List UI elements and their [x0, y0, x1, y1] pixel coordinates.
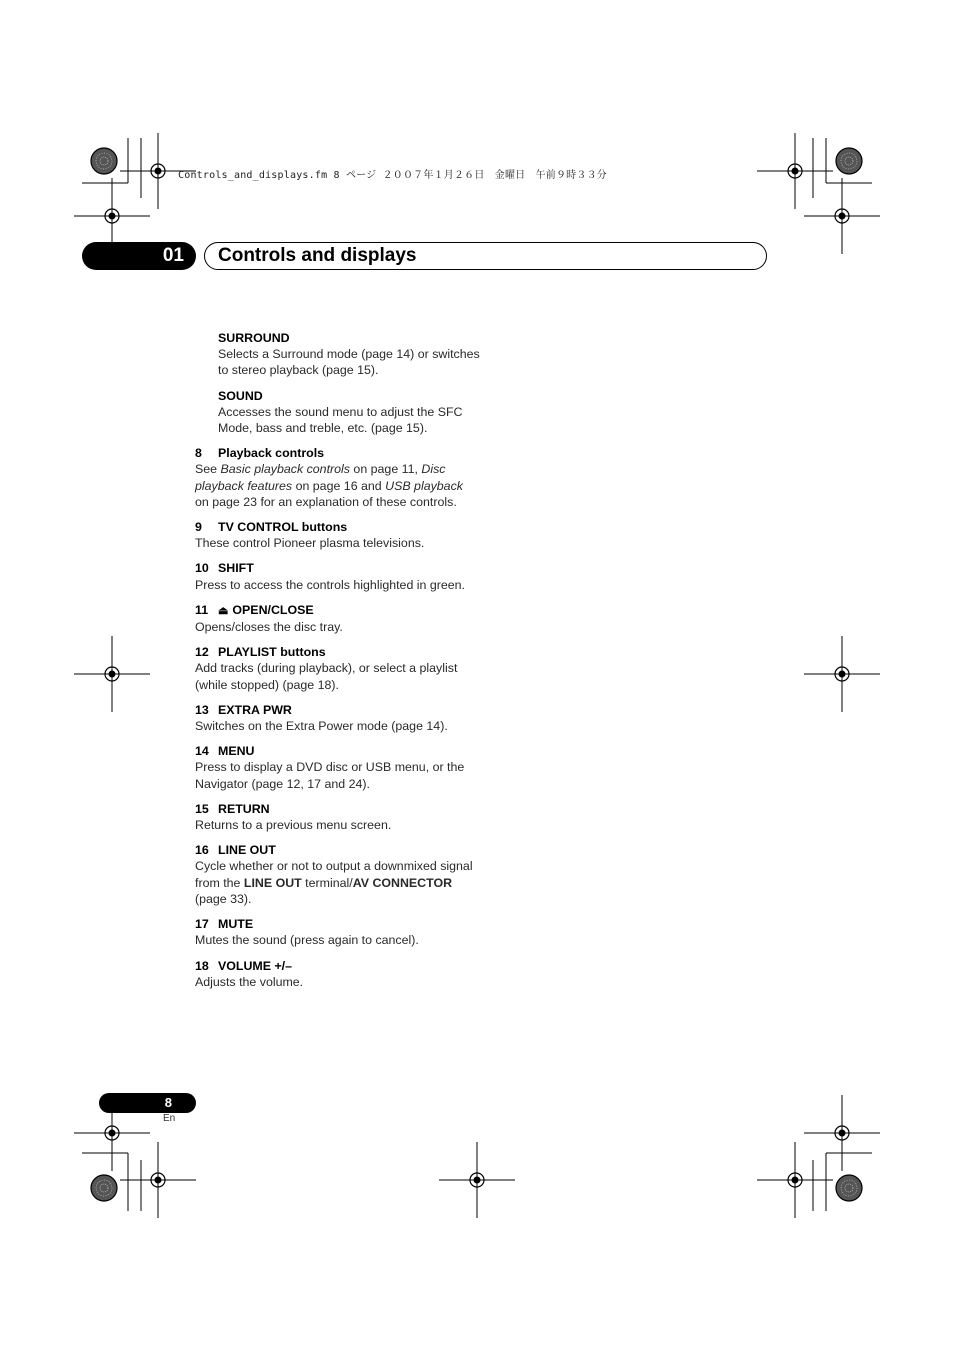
crosshair-icon: [120, 1142, 196, 1218]
item-description: Opens/closes the disc tray.: [195, 620, 343, 635]
item-number: 18: [195, 958, 209, 973]
item-number: 13: [195, 702, 209, 717]
item-number: 12: [195, 645, 209, 660]
controls-list: [195, 330, 480, 999]
list-item: [218, 388, 480, 437]
list-item: [195, 743, 480, 792]
item-description: Switches on the Extra Power mode (page 14).: [195, 719, 448, 734]
list-item: [195, 519, 480, 551]
item-title: EXTRA PWR: [218, 702, 292, 717]
item-number: 8: [195, 446, 202, 461]
terminal-name: AV CONNECTOR: [352, 875, 453, 890]
item-description: Returns to a previous menu screen.: [195, 818, 392, 833]
cross-reference: Disc playback features: [195, 462, 446, 493]
item-description: Selects a Surround mode (page 14) or switches to stereo playback (page 15).: [218, 347, 480, 378]
cross-reference: Basic playback controls: [220, 462, 350, 477]
list-item: [195, 445, 480, 510]
list-item: [195, 916, 480, 948]
item-title: SHIFT: [218, 561, 254, 576]
item-title: MENU: [218, 744, 255, 759]
file-header: Controls_and_displays.fm 8 ページ ２００７年１月２６日 金曜日 午前９時３３分: [178, 170, 607, 181]
terminal-name: LINE OUT: [243, 875, 302, 890]
crosshair-icon: [804, 1095, 880, 1171]
list-item: [195, 842, 480, 907]
registration-burst-icon: [836, 148, 862, 174]
item-description: Cycle whether or not to output a downmixed signal from the LINE OUT terminal/AV CONNECTOR (page 33).: [195, 859, 473, 906]
chapter-number-badge: 01: [82, 242, 196, 270]
item-title: VOLUME +/–: [218, 958, 293, 973]
item-title: PLAYLIST buttons: [218, 645, 326, 660]
crosshair-icon: [804, 178, 880, 254]
list-item: [195, 958, 480, 990]
item-title: Playback controls: [218, 446, 325, 461]
language-label: En: [163, 1113, 176, 1124]
item-description: Mutes the sound (press again to cancel).: [195, 933, 419, 948]
item-number: 14: [195, 744, 209, 759]
item-description: Adjusts the volume.: [195, 974, 304, 989]
registration-burst-icon: [836, 1175, 862, 1201]
registration-burst-icon: [91, 1175, 117, 1201]
chapter-title: Controls and displays: [218, 245, 417, 266]
crosshair-icon: [757, 1142, 833, 1218]
item-title: OPEN/CLOSE: [232, 602, 314, 617]
list-item: [195, 602, 480, 635]
crosshair-icon: [804, 636, 880, 712]
list-item: [195, 801, 480, 833]
item-title: SURROUND: [218, 331, 290, 345]
item-description: Add tracks (during playback), or select a playlist (while stopped) (page 18).: [195, 661, 458, 692]
registration-burst-icon: [91, 148, 117, 174]
eject-icon: ⏏: [218, 604, 229, 617]
item-title: RETURN: [218, 801, 270, 816]
list-item: [195, 644, 480, 693]
item-title: MUTE: [218, 917, 254, 932]
crosshair-icon: [439, 1142, 515, 1218]
list-item: [195, 702, 480, 734]
list-item: [195, 560, 480, 592]
item-title: LINE OUT: [218, 843, 276, 858]
item-description: Press to display a DVD disc or USB menu, or the Navigator (page 12, 17 and 24).: [195, 760, 465, 791]
item-number: 9: [195, 520, 202, 535]
list-item: [218, 330, 480, 379]
item-number: 17: [195, 917, 209, 932]
crosshair-icon: [757, 133, 833, 209]
chapter-title-bar: [204, 242, 767, 270]
item-description: See Basic playback controls on page 11, Disc playback features on page 16 and USB playback on page 23 for an explanation of these controls.: [195, 462, 463, 509]
item-number: 15: [195, 801, 209, 816]
item-number: 16: [195, 843, 209, 858]
item-description: Accesses the sound menu to adjust the SFC Mode, bass and treble, etc. (page 15).: [218, 404, 463, 436]
item-number: 10: [195, 561, 209, 576]
item-number: 11: [195, 602, 209, 617]
item-title: TV CONTROL buttons: [218, 520, 348, 535]
page-number-badge: 8: [99, 1093, 196, 1113]
item-title: SOUND: [218, 388, 263, 403]
item-description: These control Pioneer plasma televisions.: [195, 536, 425, 551]
crosshair-icon: [74, 636, 150, 712]
item-description: Press to access the controls highlighted in green.: [195, 577, 465, 592]
cross-reference: USB playback: [385, 478, 463, 493]
